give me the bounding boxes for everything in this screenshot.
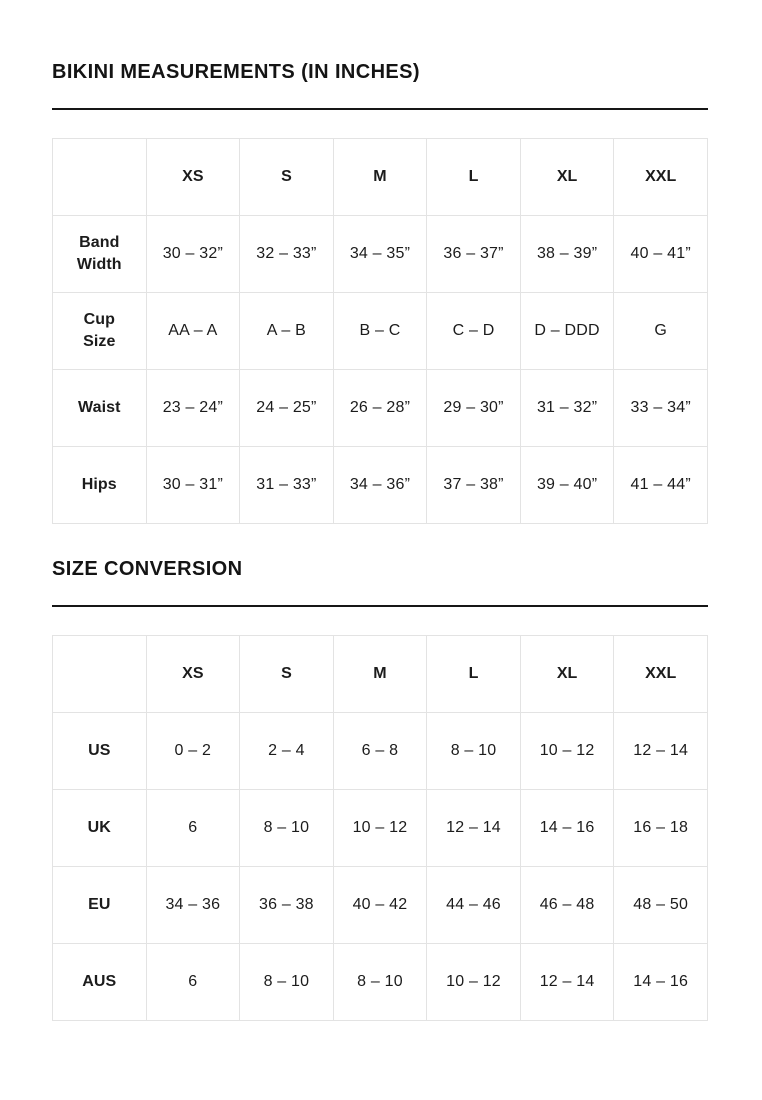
table-cell: 30 – 32”	[146, 216, 240, 293]
table-cell: 14 – 16	[614, 944, 708, 1021]
table-cell: 8 – 10	[333, 944, 427, 1021]
row-label: Cup Size	[53, 293, 147, 370]
row-label: Hips	[53, 447, 147, 524]
table-cell: 37 – 38”	[427, 447, 521, 524]
title-underline-rule	[52, 108, 708, 110]
bikini-measurements-title: BIKINI MEASUREMENTS (IN INCHES)	[52, 61, 420, 83]
table-cell: 39 – 40”	[520, 447, 614, 524]
table-cell: 26 – 28”	[333, 370, 427, 447]
bikini-measurements-table	[52, 138, 708, 524]
table-cell: 10 – 12	[427, 944, 521, 1021]
table-cell: 16 – 18	[614, 790, 708, 867]
size-column-header: M	[333, 139, 427, 216]
table-cell: 12 – 14	[520, 944, 614, 1021]
table-cell: 10 – 12	[333, 790, 427, 867]
table-cell: 0 – 2	[146, 713, 240, 790]
table-row	[53, 713, 708, 790]
bikini-measurements-section	[52, 60, 708, 524]
table-cell: 8 – 10	[240, 944, 334, 1021]
corner-cell	[53, 139, 147, 216]
size-conversion-section	[52, 557, 708, 1021]
table-row	[53, 293, 708, 370]
size-column-header: S	[240, 139, 334, 216]
size-column-header: XL	[520, 636, 614, 713]
table-cell: G	[614, 293, 708, 370]
table-cell: 40 – 41”	[614, 216, 708, 293]
table-cell: 8 – 10	[240, 790, 334, 867]
table-cell: 23 – 24”	[146, 370, 240, 447]
row-label: Waist	[53, 370, 147, 447]
table-cell: B – C	[333, 293, 427, 370]
row-label: AUS	[53, 944, 147, 1021]
table-row	[53, 447, 708, 524]
size-column-header: XL	[520, 139, 614, 216]
table-cell: 10 – 12	[520, 713, 614, 790]
size-column-header: L	[427, 139, 521, 216]
row-label: UK	[53, 790, 147, 867]
table-cell: 30 – 31”	[146, 447, 240, 524]
table-cell: 34 – 36”	[333, 447, 427, 524]
size-column-header: S	[240, 636, 334, 713]
size-column-header: XXL	[614, 139, 708, 216]
table-row	[53, 370, 708, 447]
table-cell: 12 – 14	[427, 790, 521, 867]
table-row	[53, 790, 708, 867]
table-cell: 36 – 37”	[427, 216, 521, 293]
size-column-header: XXL	[614, 636, 708, 713]
table-cell: 8 – 10	[427, 713, 521, 790]
table-cell: 2 – 4	[240, 713, 334, 790]
table-row	[53, 216, 708, 293]
row-label: Band Width	[53, 216, 147, 293]
table-cell: 14 – 16	[520, 790, 614, 867]
table-cell: 34 – 35”	[333, 216, 427, 293]
size-column-header: XS	[146, 636, 240, 713]
row-label: EU	[53, 867, 147, 944]
table-cell: 6	[146, 944, 240, 1021]
table-cell: D – DDD	[520, 293, 614, 370]
table-cell: 33 – 34”	[614, 370, 708, 447]
table-cell: AA – A	[146, 293, 240, 370]
size-column-header: XS	[146, 139, 240, 216]
table-cell: 48 – 50	[614, 867, 708, 944]
table-cell: 12 – 14	[614, 713, 708, 790]
table-header-row	[53, 636, 708, 713]
table-cell: A – B	[240, 293, 334, 370]
title-underline-rule	[52, 605, 708, 607]
corner-cell	[53, 636, 147, 713]
table-cell: 38 – 39”	[520, 216, 614, 293]
table-cell: 31 – 32”	[520, 370, 614, 447]
table-row	[53, 867, 708, 944]
table-cell: 46 – 48	[520, 867, 614, 944]
table-cell: 24 – 25”	[240, 370, 334, 447]
table-cell: 29 – 30”	[427, 370, 521, 447]
size-column-header: L	[427, 636, 521, 713]
table-cell: 44 – 46	[427, 867, 521, 944]
table-cell: 32 – 33”	[240, 216, 334, 293]
table-header-row	[53, 139, 708, 216]
table-cell: 6 – 8	[333, 713, 427, 790]
table-cell: 41 – 44”	[614, 447, 708, 524]
size-conversion-table	[52, 635, 708, 1021]
table-cell: 31 – 33”	[240, 447, 334, 524]
table-cell: 40 – 42	[333, 867, 427, 944]
table-cell: 6	[146, 790, 240, 867]
row-label: US	[53, 713, 147, 790]
table-row	[53, 944, 708, 1021]
table-cell: 36 – 38	[240, 867, 334, 944]
size-conversion-title: SIZE CONVERSION	[52, 558, 243, 580]
table-cell: C – D	[427, 293, 521, 370]
size-column-header: M	[333, 636, 427, 713]
table-cell: 34 – 36	[146, 867, 240, 944]
